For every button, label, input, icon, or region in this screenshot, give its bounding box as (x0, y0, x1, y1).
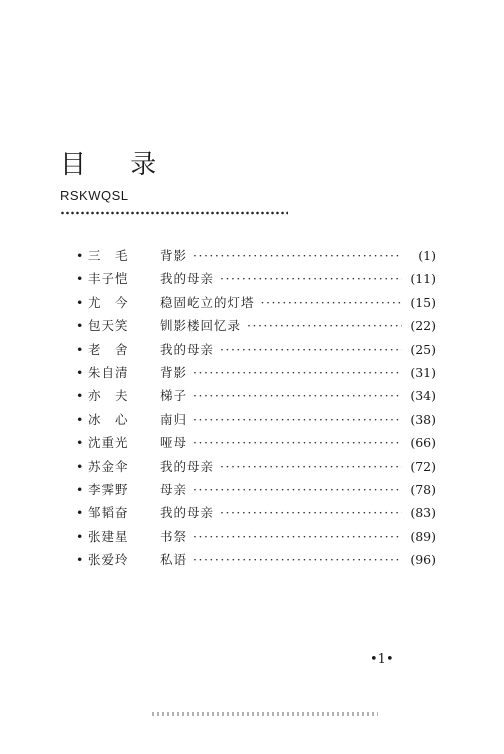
toc-entry (76, 386, 436, 409)
dot-leader (261, 295, 402, 310)
toc-page-number: (1) (418, 248, 436, 263)
toc-author: 三 毛 (88, 248, 129, 263)
dot-leader (193, 412, 402, 427)
dot-leader (193, 482, 402, 497)
toc-title: 梯子 (160, 388, 188, 404)
toc-author: 包天笑 (88, 318, 129, 334)
toc-page-number: (11) (410, 271, 436, 287)
toc-bullet: • (76, 248, 84, 263)
dot-leader (193, 435, 402, 450)
toc-author: 丰子恺 (88, 271, 129, 287)
toc-author: 朱自清 (88, 364, 129, 380)
toc-entry (76, 340, 436, 363)
toc-page-number: (66) (410, 435, 436, 451)
toc-entry (76, 269, 436, 292)
toc-page-number: (25) (410, 341, 436, 357)
toc-page-number: (96) (410, 552, 436, 568)
toc-page-number: (78) (410, 481, 436, 497)
table-of-contents (76, 246, 436, 573)
toc-bullet: • (76, 294, 84, 310)
toc-title: 背影 (160, 364, 188, 380)
toc-title: 我的母亲 (160, 341, 215, 357)
toc-entry (76, 503, 436, 526)
toc-page-number: (15) (410, 294, 436, 310)
toc-entry (76, 293, 436, 316)
toc-author: 亦 夫 (88, 388, 129, 404)
toc-bullet: • (76, 458, 84, 474)
toc-bullet: • (76, 318, 84, 334)
toc-entry (76, 316, 436, 339)
dot-leader (193, 388, 402, 403)
dot-leader (220, 505, 402, 520)
toc-author: 张建星 (88, 528, 129, 544)
toc-title: 我的母亲 (160, 505, 215, 521)
toc-title: 私语 (160, 552, 188, 568)
toc-title: 我的母亲 (160, 271, 215, 287)
toc-bullet: • (76, 388, 84, 404)
toc-bullet: • (76, 341, 84, 357)
toc-bullet: • (76, 505, 84, 521)
toc-bullet: • (76, 481, 84, 497)
toc-page-number: (72) (410, 458, 436, 474)
toc-entry (76, 410, 436, 433)
dot-leader (193, 248, 402, 263)
dot-leader (193, 365, 402, 380)
toc-entry (76, 527, 436, 550)
toc-page-number: (83) (410, 505, 436, 521)
dot-leader (247, 318, 402, 333)
toc-page-number: (22) (410, 318, 436, 334)
dotted-ornament-divider (60, 210, 288, 216)
toc-author: 老 舍 (88, 341, 129, 357)
toc-page-number: (31) (410, 364, 436, 380)
toc-title: 我的母亲 (160, 458, 215, 474)
toc-author: 冰 心 (88, 411, 129, 427)
page-number: •1• (370, 652, 394, 667)
toc-title: 哑母 (160, 435, 188, 451)
toc-bullet: • (76, 528, 84, 544)
dot-leader (193, 552, 402, 567)
toc-author: 李霁野 (88, 481, 129, 497)
toc-page-number: (34) (410, 388, 436, 404)
toc-entry (76, 550, 436, 573)
dot-leader (220, 271, 402, 286)
toc-bullet: • (76, 552, 84, 568)
toc-author: 张爱玲 (88, 552, 129, 568)
toc-title: 稳固屹立的灯塔 (160, 294, 255, 310)
toc-author: 沈重光 (88, 435, 129, 451)
dot-leader (220, 342, 402, 357)
toc-entry (76, 457, 436, 480)
dot-leader (220, 459, 402, 474)
dot-leader (193, 529, 402, 544)
toc-title: 钏影楼回忆录 (160, 318, 242, 334)
toc-author: 苏金伞 (88, 458, 129, 474)
scan-artifact-marks (152, 712, 378, 716)
toc-page-number: (89) (410, 528, 436, 544)
toc-entry (76, 433, 436, 456)
toc-bullet: • (76, 435, 84, 451)
page-title: 目 录 (60, 150, 175, 180)
toc-author: 邹韬奋 (88, 505, 129, 521)
toc-title: 书祭 (160, 528, 188, 544)
page-subtitle: RSKWQSL (60, 188, 129, 203)
toc-bullet: • (76, 364, 84, 380)
toc-entry (76, 480, 436, 503)
toc-page-number: (38) (410, 411, 436, 427)
toc-bullet: • (76, 271, 84, 287)
toc-entry (76, 246, 436, 269)
toc-entry (76, 363, 436, 386)
toc-title: 南归 (160, 411, 188, 427)
toc-title: 背影 (160, 248, 188, 263)
toc-title: 母亲 (160, 481, 188, 497)
toc-author: 尤 今 (88, 294, 129, 310)
toc-bullet: • (76, 411, 84, 427)
